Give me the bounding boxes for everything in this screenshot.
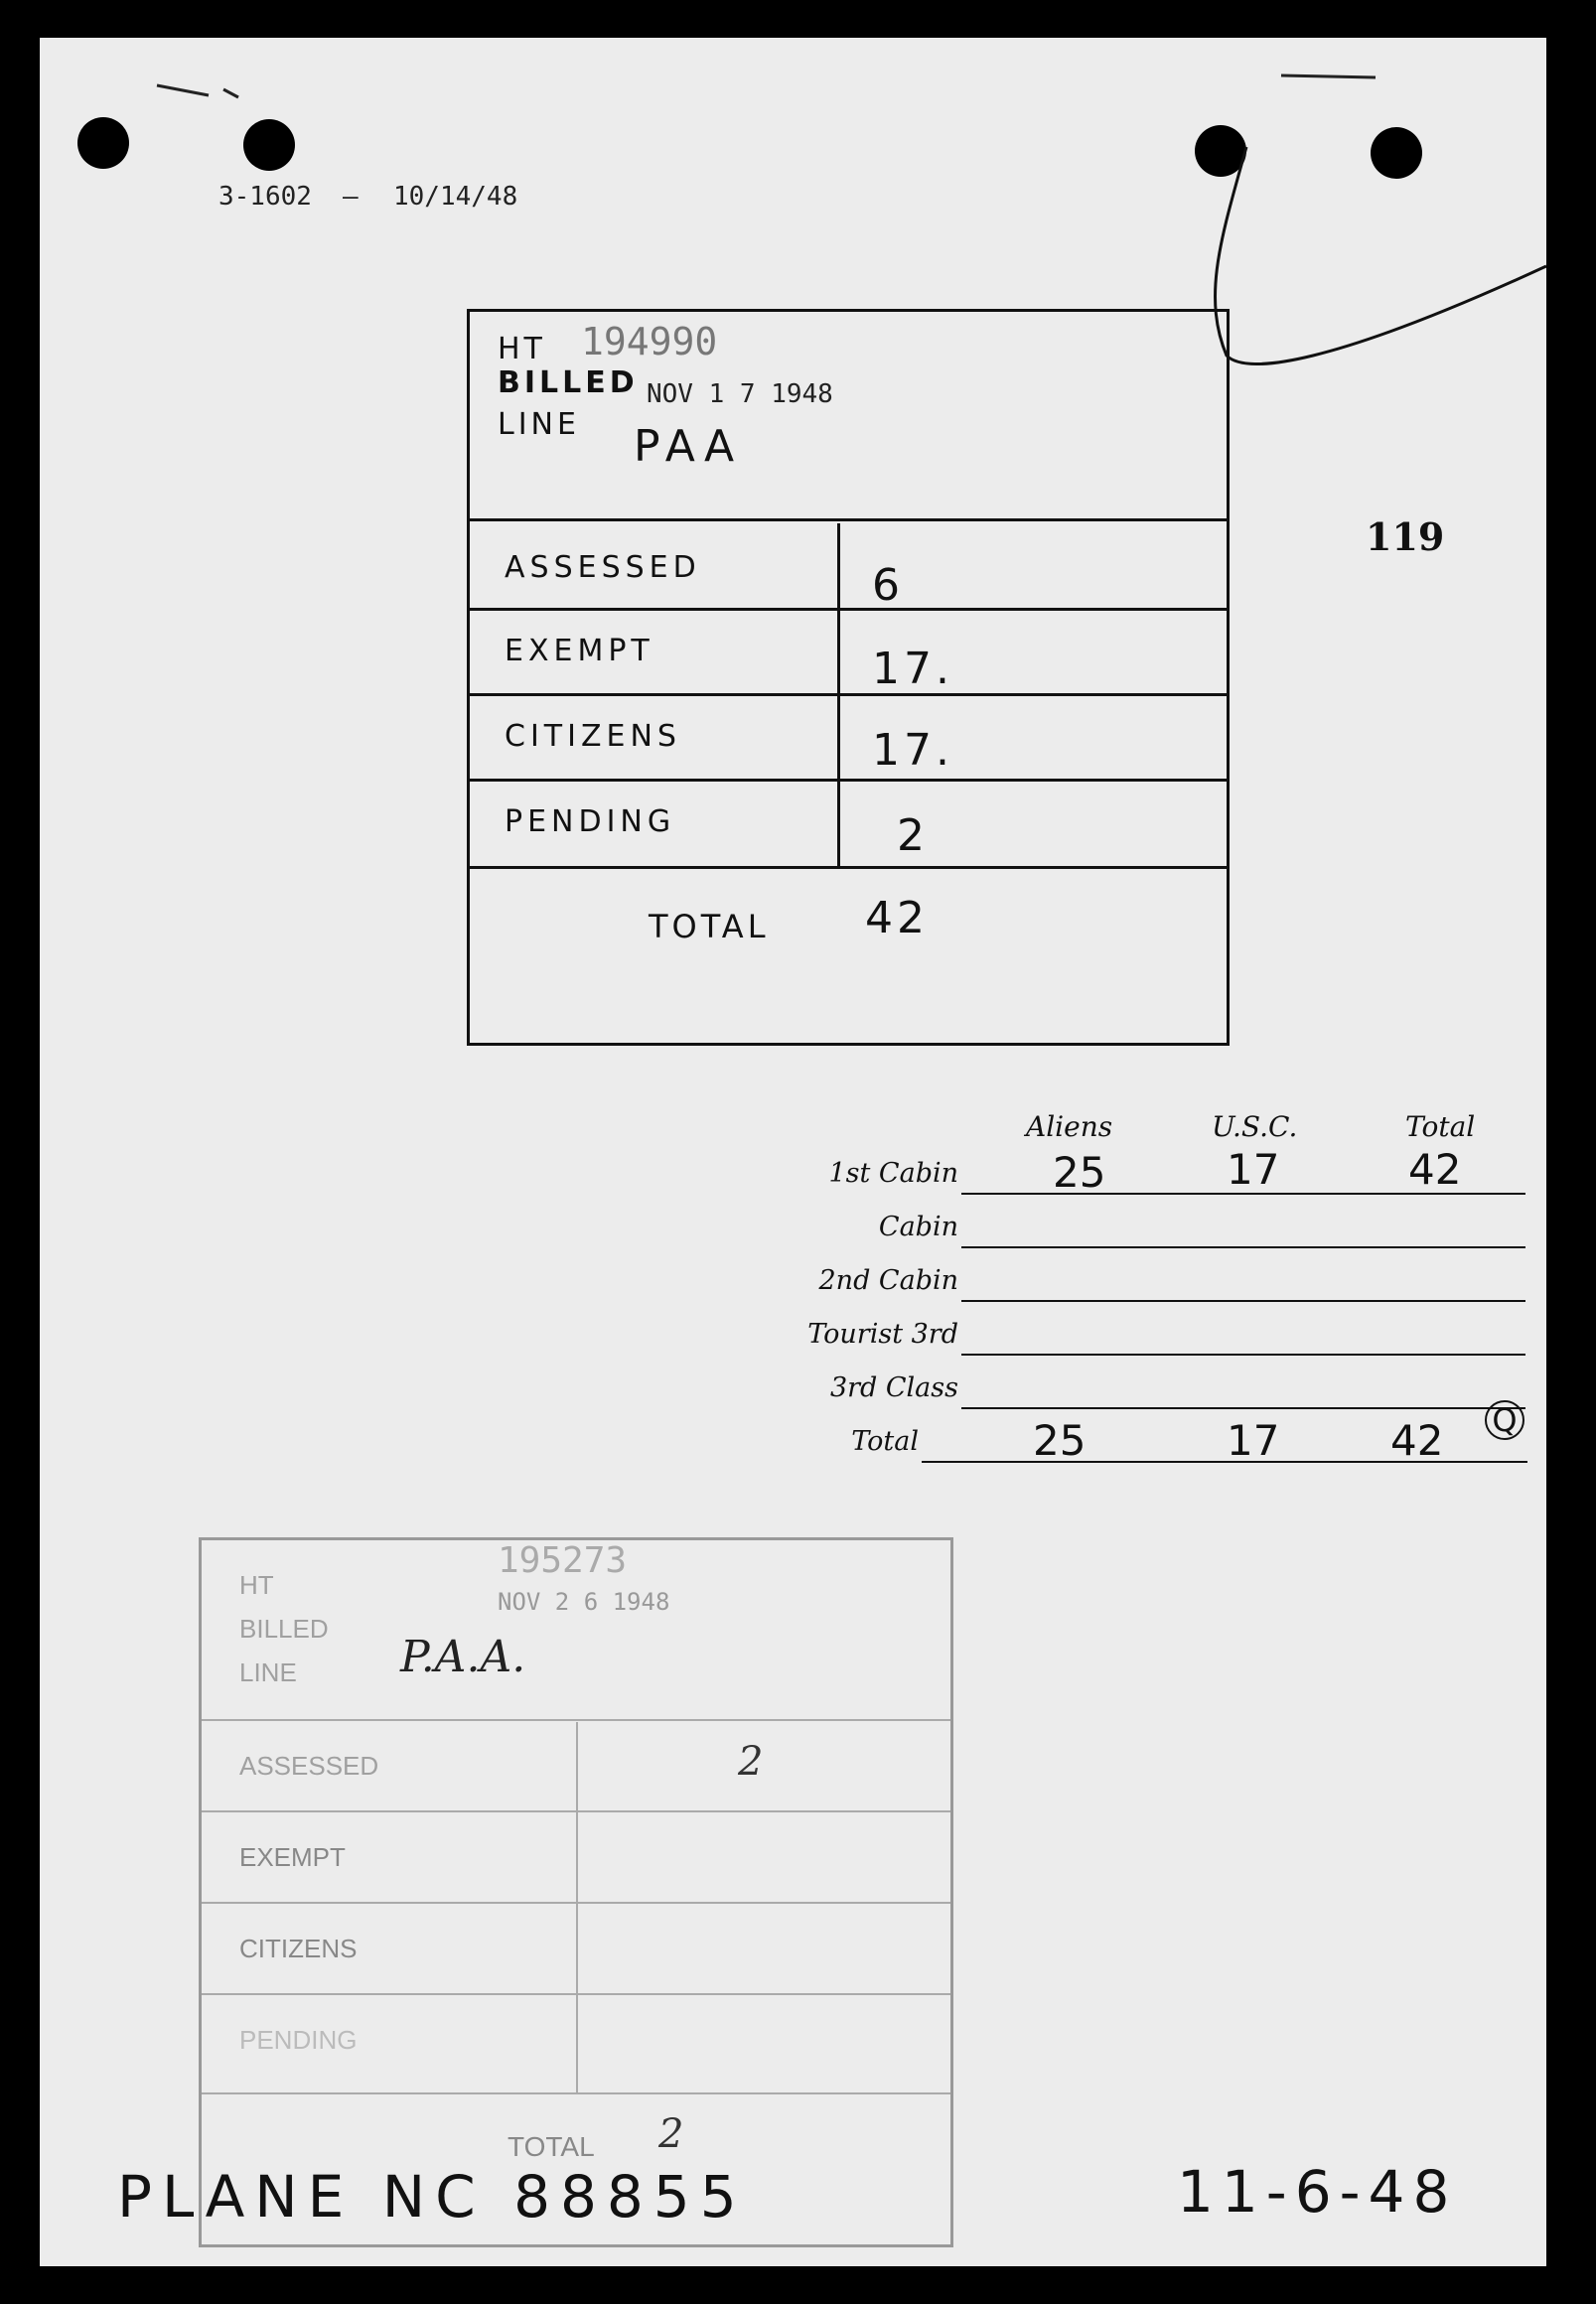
assessed-label: ASSESSED [505,550,701,585]
pending-label: PENDING [239,2025,358,2055]
row-line [961,1407,1525,1409]
column-divider [837,523,840,866]
column-header-aliens: Aliens [1026,1110,1113,1143]
row-label: 2nd Cabin [818,1265,958,1296]
circled-mark: Q [1485,1400,1524,1440]
pending-label: PENDING [505,804,676,839]
total-value: 2 [658,2111,684,2157]
divider [470,779,1227,782]
form-ref: 3-1602 [218,182,312,212]
divider [470,693,1227,696]
ht-number: 195273 [498,1540,628,1581]
divider [470,866,1227,869]
assessed-label: ASSESSED [239,1751,379,1781]
column-header-total: Total [1405,1110,1476,1143]
divider [470,518,1227,521]
row-line [961,1300,1525,1302]
billed-date: NOV 2 6 1948 [498,1588,670,1616]
line-value: P.A.A. [400,1632,526,1682]
line-value: PAA [634,421,743,472]
cell-usc: 17 [1227,1416,1280,1465]
ht-number: 194990 [581,320,718,363]
divider [470,608,1227,611]
column-header-usc: U.S.C. [1212,1110,1298,1143]
total-value: 42 [865,893,929,943]
citizens-label: CITIZENS [505,719,681,754]
ht-label: HT [498,332,546,366]
row-line [961,1354,1525,1356]
exempt-label: EXEMPT [505,634,654,668]
total-label: TOTAL [649,908,770,945]
cell-usc: 17 [1227,1145,1280,1194]
row-label: Total [851,1426,919,1457]
plane-number: PLANE NC 88855 [117,2163,747,2231]
column-divider [576,1722,578,2094]
tax-stamp-form-2 [199,1537,953,2247]
citizens-value: 17. [872,725,953,776]
ref-dash: — [343,182,359,212]
row-line [961,1246,1525,1248]
row-label: 1st Cabin [828,1158,958,1189]
cell-aliens: 25 [1053,1148,1106,1197]
billed-date: NOV 1 7 1948 [647,379,833,409]
cell-total: 42 [1390,1416,1444,1465]
cell-aliens: 25 [1033,1416,1087,1465]
row-label: Tourist 3rd [807,1319,958,1350]
ht-label: HT [239,1570,274,1600]
billed-label: BILLED [239,1614,329,1644]
exempt-label: EXEMPT [239,1842,346,1872]
row-label: 3rd Class [829,1372,958,1403]
document-page [40,38,1546,2266]
assessed-value: 6 [872,560,904,611]
handwritten-date: 11-6-48 [1177,2158,1458,2226]
exempt-value: 17. [872,644,953,694]
pending-value: 2 [897,810,929,861]
billed-label: BILLED [498,365,639,400]
page-number: 119 [1366,514,1445,559]
total-label: TOTAL [508,2131,595,2162]
citizens-label: CITIZENS [239,1934,358,1963]
line-label: LINE [239,1657,297,1687]
row-label: Cabin [878,1212,958,1242]
line-label: LINE [498,407,580,442]
divider [202,1719,950,1721]
cell-total: 42 [1408,1145,1462,1194]
tax-stamp-form-1 [467,309,1230,1046]
date-ref: 10/14/48 [393,182,518,212]
assessed-value: 2 [738,1739,764,1785]
